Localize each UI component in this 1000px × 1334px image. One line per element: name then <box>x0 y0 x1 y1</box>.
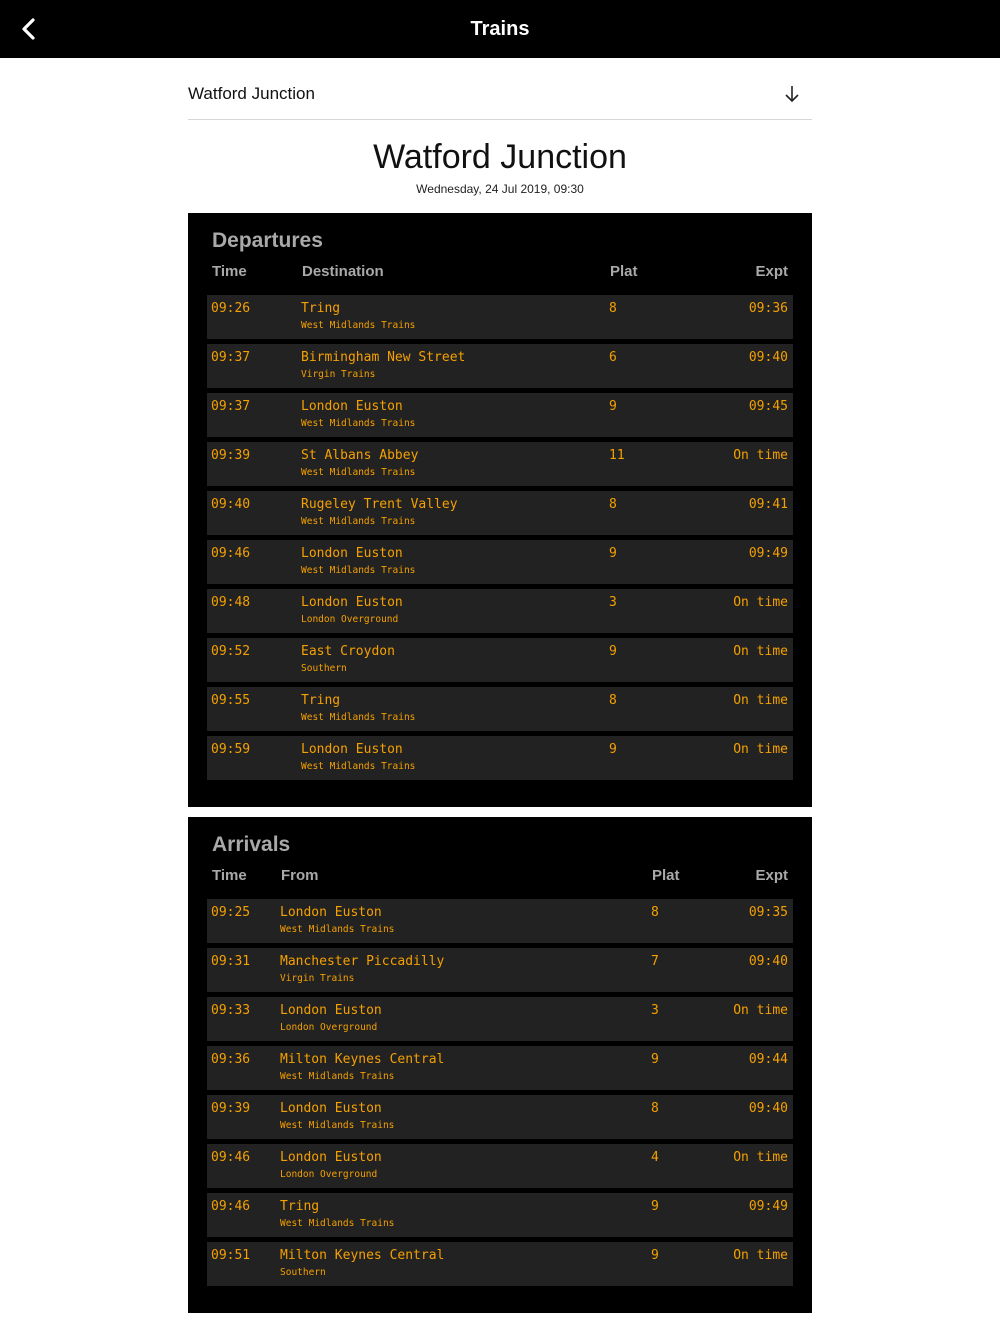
train-platform: 6 <box>609 350 617 365</box>
train-place: Tring <box>280 1199 320 1214</box>
train-place: London Euston <box>280 1150 382 1165</box>
train-row[interactable] <box>207 1144 793 1188</box>
train-row[interactable] <box>207 1242 793 1286</box>
top-bar <box>0 0 1000 58</box>
station-select-label: Watford Junction <box>188 84 315 103</box>
train-expected: 09:49 <box>748 546 788 561</box>
arrow-down-icon <box>784 84 800 104</box>
train-operator: West Midlands Trains <box>301 320 416 331</box>
train-platform: 9 <box>609 742 617 757</box>
train-time: 09:51 <box>211 1248 251 1263</box>
train-row[interactable] <box>207 442 793 486</box>
train-place: Rugeley Trent Valley <box>301 497 458 512</box>
train-expected: On time <box>733 742 788 757</box>
train-row[interactable] <box>207 344 793 388</box>
train-platform: 8 <box>609 693 617 708</box>
departures-list <box>207 295 793 785</box>
train-operator: Southern <box>301 663 347 674</box>
column-header-destination: Destination <box>302 263 384 280</box>
train-operator: West Midlands Trains <box>301 565 416 576</box>
column-header-platform: Plat <box>652 867 680 884</box>
train-row[interactable] <box>207 1046 793 1090</box>
train-platform: 9 <box>651 1052 659 1067</box>
train-expected: 09:40 <box>748 1101 788 1116</box>
train-platform: 7 <box>651 954 659 969</box>
train-place: Milton Keynes Central <box>280 1248 445 1263</box>
train-platform: 3 <box>609 595 617 610</box>
train-row[interactable] <box>207 736 793 780</box>
train-expected: 09:36 <box>748 301 788 316</box>
train-expected: On time <box>733 1150 788 1165</box>
train-place: London Euston <box>301 595 403 610</box>
train-time: 09:37 <box>211 399 251 414</box>
column-header-from: From <box>281 867 319 884</box>
train-expected: On time <box>733 595 788 610</box>
train-platform: 9 <box>609 644 617 659</box>
train-row[interactable] <box>207 540 793 584</box>
arrivals-title: Arrivals <box>212 833 291 856</box>
train-row[interactable] <box>207 295 793 339</box>
train-platform: 9 <box>609 546 617 561</box>
train-time: 09:46 <box>211 546 251 561</box>
train-time: 09:52 <box>211 644 251 659</box>
train-place: London Euston <box>301 546 403 561</box>
station-name: Watford Junction <box>373 138 627 176</box>
train-row[interactable] <box>207 899 793 943</box>
departures-title: Departures <box>212 229 323 252</box>
departures-header <box>212 263 788 285</box>
train-operator: West Midlands Trains <box>301 467 416 478</box>
train-time: 09:48 <box>211 595 251 610</box>
departures-board <box>188 213 812 807</box>
train-time: 09:36 <box>211 1052 251 1067</box>
train-row[interactable] <box>207 1095 793 1139</box>
train-expected: 09:40 <box>748 954 788 969</box>
train-expected: 09:45 <box>748 399 788 414</box>
train-row[interactable] <box>207 638 793 682</box>
train-place: St Albans Abbey <box>301 448 419 463</box>
train-time: 09:25 <box>211 905 251 920</box>
train-platform: 3 <box>651 1003 659 1018</box>
train-time: 09:26 <box>211 301 251 316</box>
train-operator: Virgin Trains <box>280 973 355 984</box>
page-title: Trains <box>470 18 530 40</box>
train-expected: 09:44 <box>748 1052 788 1067</box>
train-time: 09:40 <box>211 497 251 512</box>
train-row[interactable] <box>207 589 793 633</box>
train-operator: West Midlands Trains <box>280 1120 395 1131</box>
train-operator: West Midlands Trains <box>301 761 416 772</box>
station-select[interactable] <box>188 74 812 120</box>
train-row[interactable] <box>207 491 793 535</box>
train-row[interactable] <box>207 948 793 992</box>
train-place: East Croydon <box>301 644 395 659</box>
train-platform: 8 <box>651 1101 659 1116</box>
train-time: 09:31 <box>211 954 251 969</box>
train-place: Tring <box>301 301 341 316</box>
train-time: 09:46 <box>211 1199 251 1214</box>
train-platform: 11 <box>609 448 625 463</box>
train-operator: West Midlands Trains <box>301 418 416 429</box>
train-operator: West Midlands Trains <box>280 924 395 935</box>
column-header-time: Time <box>212 263 247 280</box>
train-place: Milton Keynes Central <box>280 1052 445 1067</box>
train-operator: London Overground <box>280 1169 378 1180</box>
arrivals-header <box>212 867 788 889</box>
column-header-expected: Expt <box>755 263 788 280</box>
train-row[interactable] <box>207 1193 793 1237</box>
train-platform: 8 <box>651 905 659 920</box>
train-expected: 09:41 <box>748 497 788 512</box>
train-platform: 4 <box>651 1150 659 1165</box>
train-operator: West Midlands Trains <box>301 516 416 527</box>
train-expected: On time <box>733 644 788 659</box>
train-platform: 8 <box>609 301 617 316</box>
train-operator: Virgin Trains <box>301 369 376 380</box>
train-place: Tring <box>301 693 341 708</box>
column-header-platform: Plat <box>610 263 638 280</box>
train-operator: West Midlands Trains <box>301 712 416 723</box>
station-datetime: Wednesday, 24 Jul 2019, 09:30 <box>416 182 584 196</box>
arrivals-board <box>188 817 812 1313</box>
train-time: 09:55 <box>211 693 251 708</box>
train-expected: On time <box>733 693 788 708</box>
train-time: 09:33 <box>211 1003 251 1018</box>
train-row[interactable] <box>207 687 793 731</box>
train-expected: On time <box>733 1003 788 1018</box>
train-operator: London Overground <box>301 614 399 625</box>
train-expected: On time <box>733 448 788 463</box>
train-place: London Euston <box>301 742 403 757</box>
train-platform: 9 <box>609 399 617 414</box>
train-time: 09:39 <box>211 1101 251 1116</box>
train-platform: 8 <box>609 497 617 512</box>
arrivals-list <box>207 899 793 1291</box>
train-operator: West Midlands Trains <box>280 1218 395 1229</box>
train-place: Birmingham New Street <box>301 350 466 365</box>
train-place: London Euston <box>301 399 403 414</box>
train-row[interactable] <box>207 997 793 1041</box>
train-time: 09:39 <box>211 448 251 463</box>
train-operator: London Overground <box>280 1022 378 1033</box>
train-operator: Southern <box>280 1267 326 1278</box>
train-time: 09:37 <box>211 350 251 365</box>
train-operator: West Midlands Trains <box>280 1071 395 1082</box>
train-expected: 09:49 <box>748 1199 788 1214</box>
train-expected: 09:40 <box>748 350 788 365</box>
train-expected: On time <box>733 1248 788 1263</box>
train-place: Manchester Piccadilly <box>280 954 445 969</box>
train-time: 09:59 <box>211 742 251 757</box>
train-place: London Euston <box>280 905 382 920</box>
column-header-expected: Expt <box>755 867 788 884</box>
train-row[interactable] <box>207 393 793 437</box>
train-place: London Euston <box>280 1101 382 1116</box>
column-header-time: Time <box>212 867 247 884</box>
train-platform: 9 <box>651 1199 659 1214</box>
train-platform: 9 <box>651 1248 659 1263</box>
train-expected: 09:35 <box>748 905 788 920</box>
train-time: 09:46 <box>211 1150 251 1165</box>
train-place: London Euston <box>280 1003 382 1018</box>
